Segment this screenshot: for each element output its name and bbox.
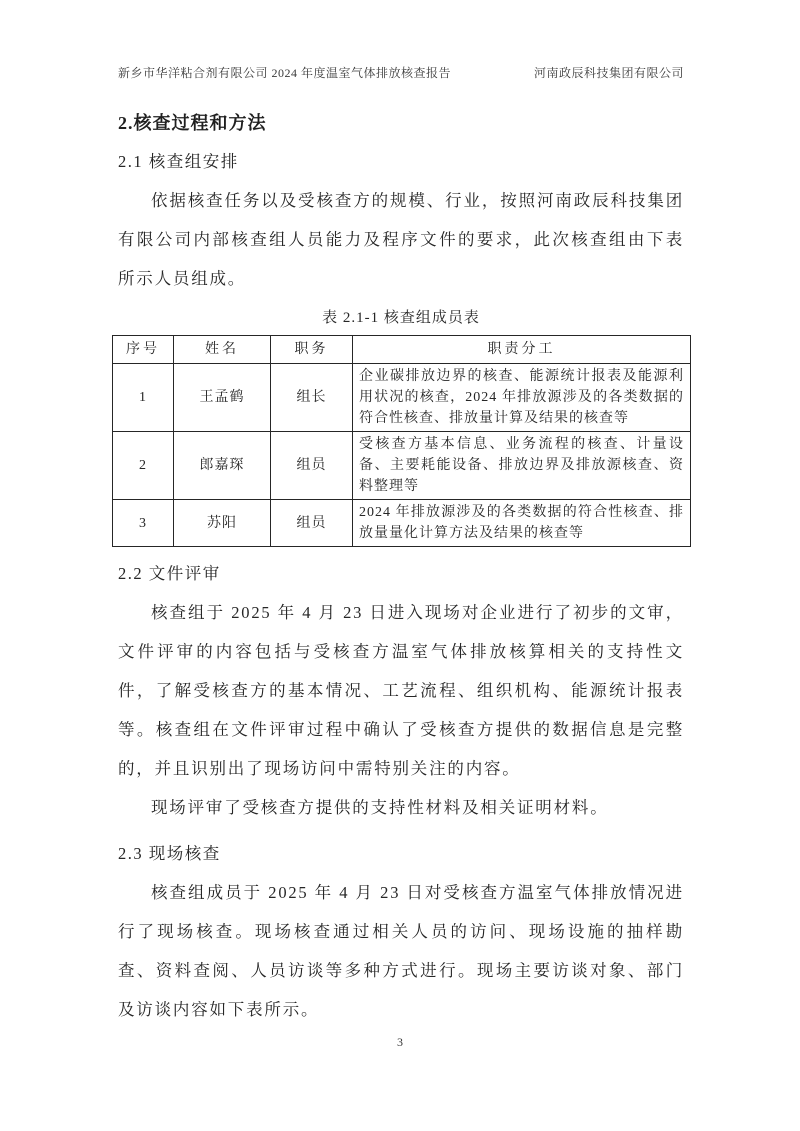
column-header-role: 职务 xyxy=(271,336,353,364)
cell-role: 组员 xyxy=(271,500,353,547)
cell-duties: 受核查方基本信息、业务流程的核查、计量设备、主要耗能设备、排放边界及排放源核查、资料整理等 xyxy=(353,432,691,500)
cell-role: 组员 xyxy=(271,432,353,500)
paragraph-document-review-1: 核查组于 2025 年 4 月 23 日进入现场对企业进行了初步的文审，文件评审的内容包括与受核查方温室气体排放核算相关的支持性文件，了解受核查方的基本情况、工艺流程、组织机构、能源统计报表等。核查组在文件评审过程中确认了受核查方提供的数据信息是完整的，并且识别出了现场访问中需特别关注的内容。 xyxy=(118,603,684,778)
cell-role: 组长 xyxy=(271,364,353,432)
chapter-title: 2.核查过程和方法 xyxy=(118,113,267,133)
section-heading-2-2: 2.2 文件评审 xyxy=(118,564,221,583)
cell-no: 1 xyxy=(113,364,174,432)
table-header-row xyxy=(113,336,691,364)
cell-name: 王孟鹤 xyxy=(174,364,271,432)
table-caption: 表 2.1-1 核查组成员表 xyxy=(322,310,480,326)
column-header-no: 序号 xyxy=(113,336,174,364)
cell-no: 3 xyxy=(113,500,174,547)
cell-name: 苏阳 xyxy=(174,500,271,547)
section-heading-2-1: 2.1 核查组安排 xyxy=(118,152,239,171)
table-row xyxy=(113,500,691,547)
paragraph-site-verification: 核查组成员于 2025 年 4 月 23 日对受核查方温室气体排放情况进行了现场核查。现场核查通过相关人员的访问、现场设施的抽样勘查、资料查阅、人员访谈等多种方式进行。现场主要访谈对象、部门及访谈内容如下表所示。 xyxy=(118,883,684,1019)
header-company-name: 河南政辰科技集团有限公司 xyxy=(533,66,684,80)
verification-team-table xyxy=(112,335,691,547)
page-number: 3 xyxy=(397,1035,403,1049)
cell-name: 郎嘉琛 xyxy=(174,432,271,500)
cell-duties: 2024 年排放源涉及的各类数据的符合性核查、排放量量化计算方法及结果的核查等 xyxy=(353,500,691,547)
column-header-duties: 职责分工 xyxy=(353,336,691,364)
cell-no: 2 xyxy=(113,432,174,500)
column-header-name: 姓名 xyxy=(174,336,271,364)
table-row xyxy=(113,364,691,432)
page-header xyxy=(118,66,684,81)
paragraph-team-arrangement: 依据核查任务以及受核查方的规模、行业，按照河南政辰科技集团有限公司内部核查组人员能力及程序文件的要求，此次核查组由下表所示人员组成。 xyxy=(118,191,684,288)
header-report-title: 新乡市华洋粘合剂有限公司 2024 年度温室气体排放核查报告 xyxy=(118,66,452,80)
section-heading-2-3: 2.3 现场核查 xyxy=(118,844,221,863)
table-row xyxy=(113,432,691,500)
paragraph-document-review-2: 现场评审了受核查方提供的支持性材料及相关证明材料。 xyxy=(151,798,609,817)
cell-duties: 企业碳排放边界的核查、能源统计报表及能源利用状况的核查，2024 年排放源涉及的各类数据的符合性核查、排放量计算及结果的核查等 xyxy=(353,364,691,432)
